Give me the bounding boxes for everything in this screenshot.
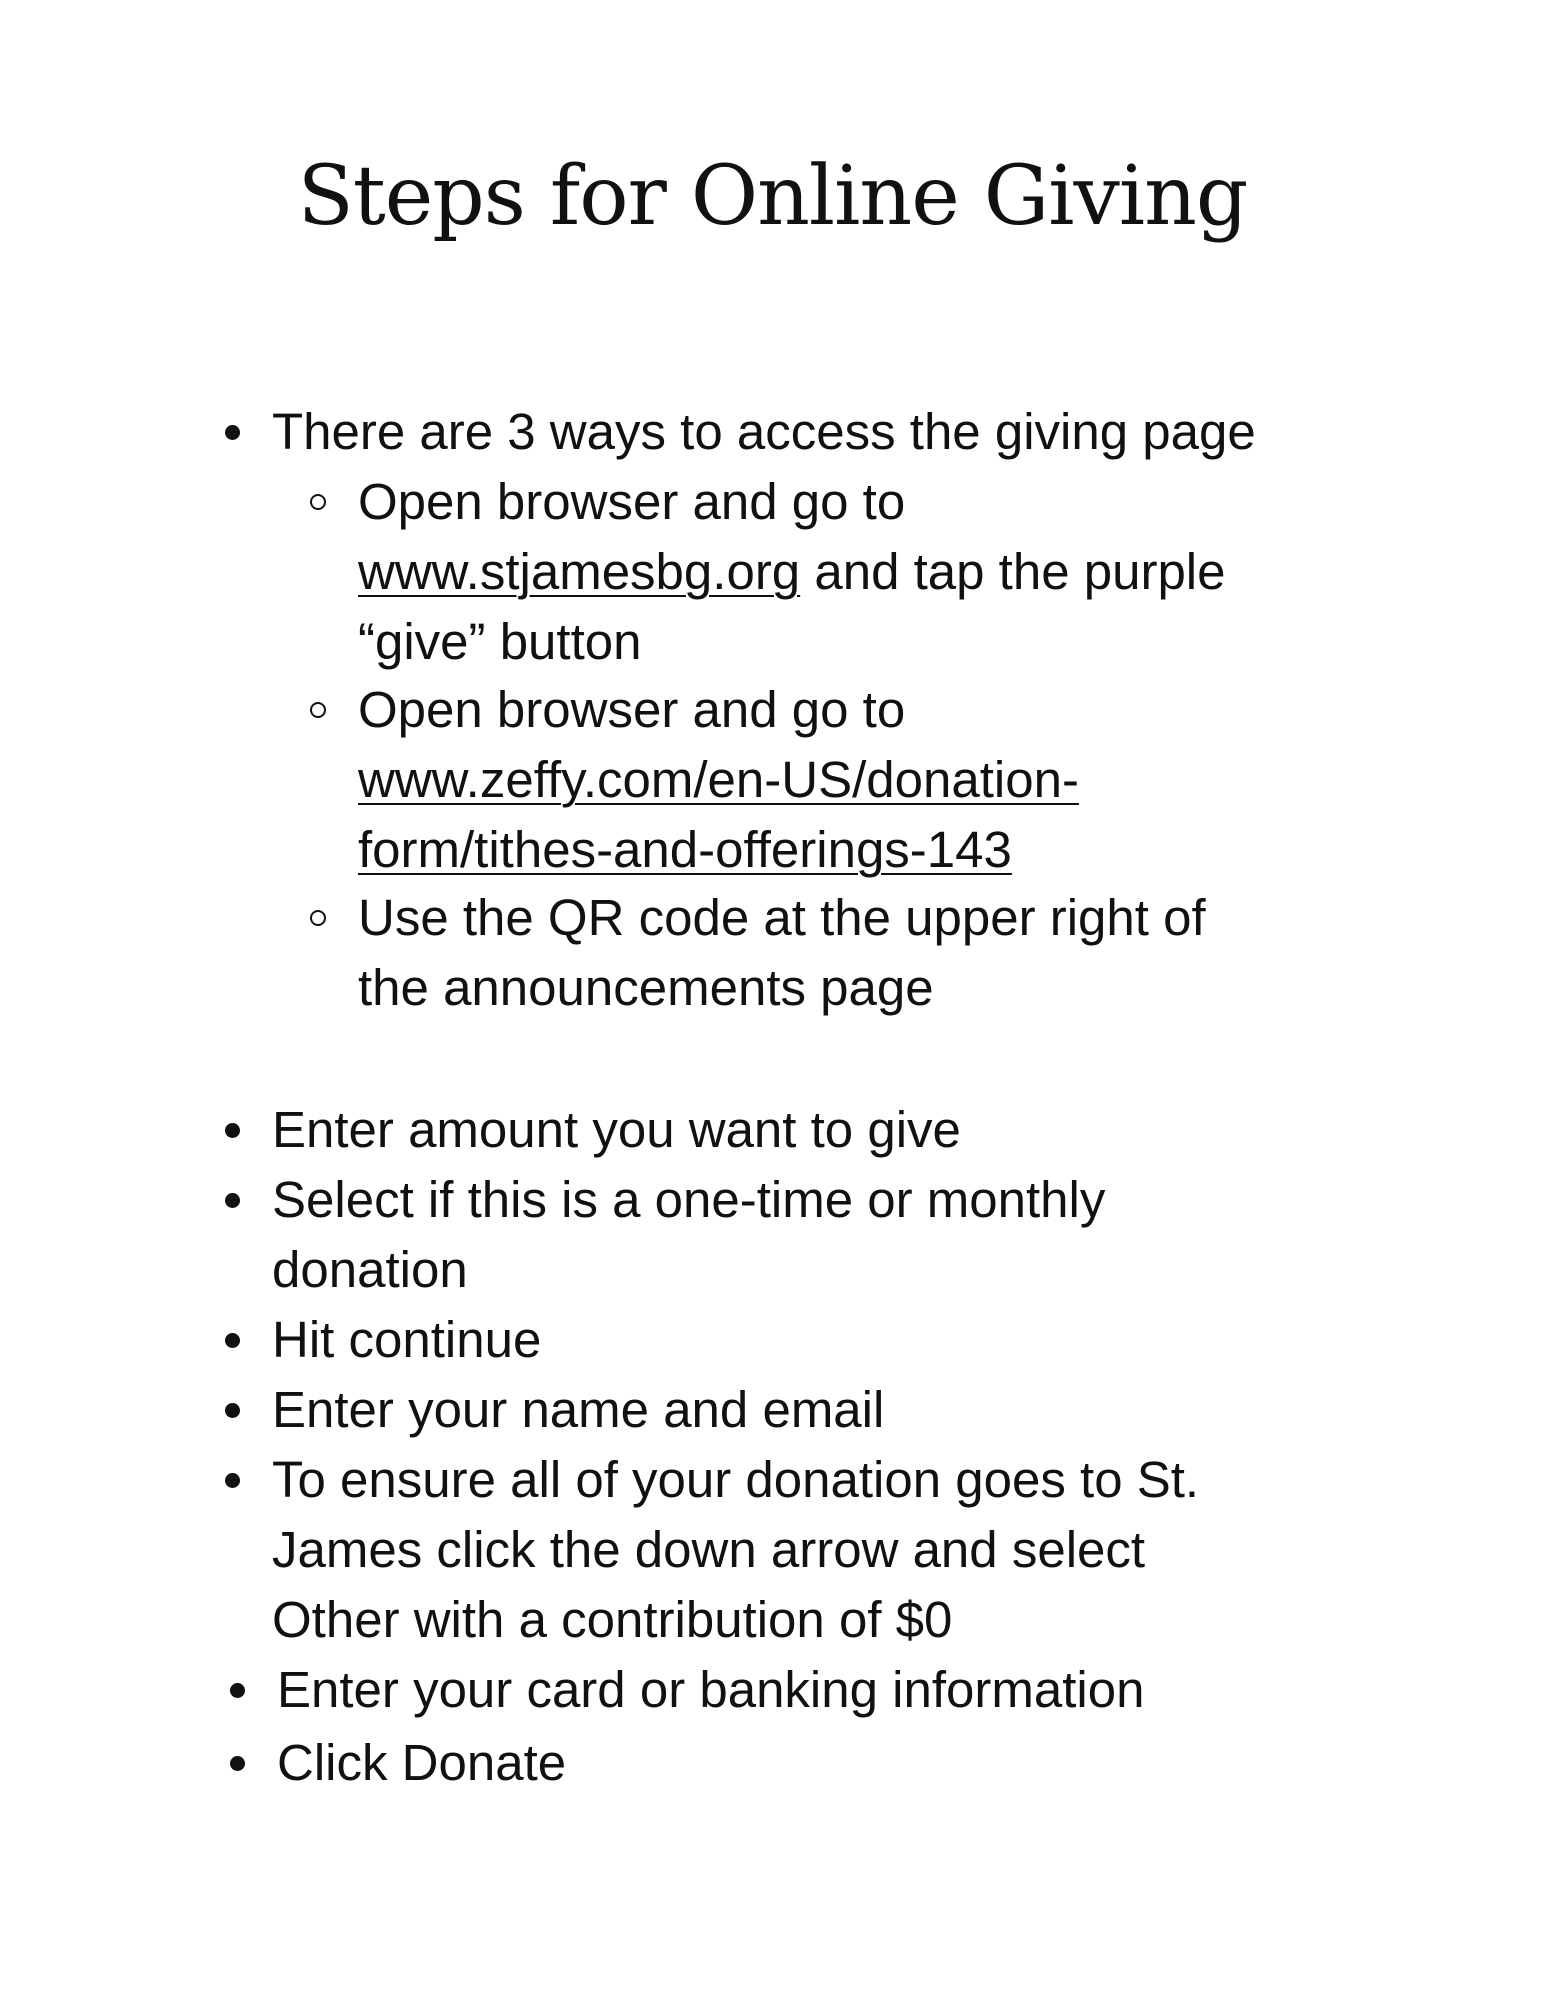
hollow-bullet-icon: [310, 494, 326, 510]
step-frequency-line2: donation: [272, 1241, 468, 1298]
option-zeffy-line1: Open browser and go to: [358, 681, 906, 738]
list-item-payment: [277, 1655, 1144, 1725]
access-intro-text: There are 3 ways to access the giving page: [272, 403, 1256, 460]
zeffy-link-part2[interactable]: form/tithes-and-offerings-143: [358, 821, 1012, 878]
list-item-amount: [272, 1095, 961, 1165]
bullet-icon: [225, 1333, 240, 1348]
list-item-option-qr: [358, 883, 1206, 1023]
bullet-icon: [225, 1123, 240, 1138]
step-payment-text: Enter your card or banking information: [277, 1661, 1145, 1718]
step-name-email-text: Enter your name and email: [272, 1381, 885, 1438]
option-website-line3: “give” button: [358, 613, 642, 670]
zeffy-link-part1[interactable]: www.zeffy.com/en-US/donation-: [358, 751, 1079, 808]
list-item-donate: [277, 1728, 566, 1798]
hollow-bullet-icon: [310, 910, 326, 926]
list-item-option-zeffy: [358, 675, 1079, 885]
list-item-option-website: [358, 467, 1226, 677]
page-title: Steps for Online Giving: [297, 149, 1248, 244]
bullet-icon: [230, 1756, 245, 1771]
list-item-continue: [272, 1305, 541, 1375]
bullet-icon: [225, 1473, 240, 1488]
step-tip-line2: James click the down arrow and select: [272, 1521, 1146, 1578]
step-continue-text: Hit continue: [272, 1311, 542, 1368]
step-tip-line1: To ensure all of your donation goes to St.: [272, 1451, 1200, 1508]
hollow-bullet-icon: [310, 702, 326, 718]
option-qr-line1: Use the QR code at the upper right of: [358, 889, 1206, 946]
option-website-line1: Open browser and go to: [358, 473, 906, 530]
step-frequency-line1: Select if this is a one-time or monthly: [272, 1171, 1106, 1228]
stjames-website-link[interactable]: www.stjamesbg.org: [358, 543, 801, 600]
step-amount-text: Enter amount you want to give: [272, 1101, 961, 1158]
list-item-frequency: [272, 1165, 1105, 1305]
option-website-line2: and tap the purple: [800, 543, 1226, 600]
bullet-icon: [225, 1403, 240, 1418]
bullet-icon: [225, 1193, 240, 1208]
list-item-name-email: [272, 1375, 884, 1445]
option-qr-line2: the announcements page: [358, 959, 934, 1016]
bullet-icon: [230, 1683, 245, 1698]
step-donate-text: Click Donate: [277, 1734, 567, 1791]
list-item-contribution-tip: [272, 1445, 1199, 1655]
bullet-icon: [225, 425, 240, 440]
list-item-access-intro: [272, 397, 1256, 467]
step-tip-line3: Other with a contribution of $0: [272, 1591, 953, 1648]
